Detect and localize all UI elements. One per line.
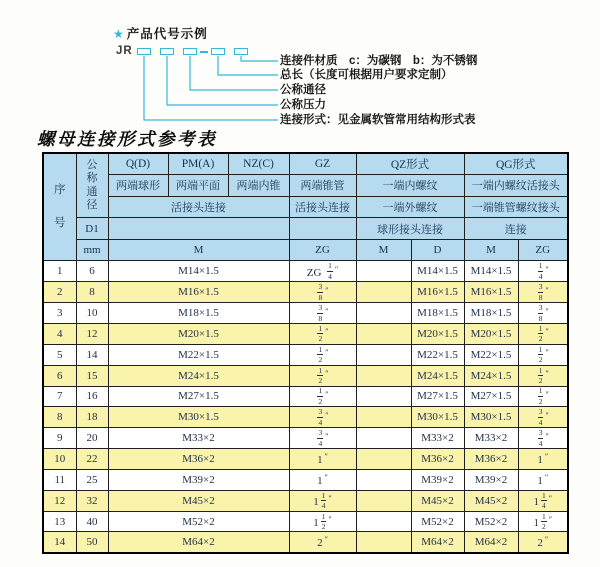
cell-qg-m: M24×1.5 <box>464 365 518 386</box>
cell-qz-d: M16×1.5 <box>411 282 464 303</box>
header-ext-thread-qz: 一端外螺纹 <box>356 196 464 218</box>
cell-dn: 12 <box>76 324 108 345</box>
cell-qg-zg: $\frac{3}{4}$ ″ <box>518 407 568 428</box>
cell-zg: $\frac{3}{8}$ ″ <box>289 282 356 303</box>
header-code-qg: QG形式 <box>464 153 568 175</box>
cell-m: M14×1.5 <box>108 261 289 282</box>
cell-zg: $\frac{1}{2}$ ″ <box>289 324 356 345</box>
cell-seq: 3 <box>43 303 76 324</box>
table-row <box>43 532 568 553</box>
label-nominal-pressure: 公称压力 <box>280 99 326 111</box>
cell-zg: $\frac{1}{2}$ ″ <box>289 344 356 365</box>
header-code-nzc: NZ(C) <box>228 153 289 175</box>
cell-m: M18×1.5 <box>108 303 289 324</box>
cell-dn: 6 <box>76 261 108 282</box>
cell-dn: 16 <box>76 386 108 407</box>
cell-zg: 1 ″ <box>289 449 356 470</box>
cell-seq: 6 <box>43 365 76 386</box>
header-mm: mm <box>76 239 108 261</box>
table-header <box>43 153 568 261</box>
table-row <box>43 324 568 345</box>
cell-seq: 8 <box>43 407 76 428</box>
cell-seq: 11 <box>43 469 76 490</box>
header-endtype-gz: 两端锥管 <box>289 175 356 197</box>
header-endtype-qg: 一端内螺纹活接头 <box>464 175 568 197</box>
cell-qg-m: M30×1.5 <box>464 407 518 428</box>
cell-dn: 25 <box>76 469 108 490</box>
cell-qz-d: M64×2 <box>411 532 464 553</box>
cell-seq: 5 <box>43 344 76 365</box>
table-row <box>43 282 568 303</box>
cell-dn: 32 <box>76 490 108 511</box>
cell-qz-d: M52×2 <box>411 511 464 532</box>
cell-qz-m <box>356 407 411 428</box>
cell-qg-m: M33×2 <box>464 428 518 449</box>
header-endtype-pma: 两端平面 <box>168 175 228 197</box>
table-title: 螺母连接形式参考表 <box>37 129 217 149</box>
cell-zg: ZG $\frac{1}{4}$ ″ <box>289 261 356 282</box>
cell-seq: 7 <box>43 386 76 407</box>
cell-qz-d: M45×2 <box>411 490 464 511</box>
table-row <box>43 428 568 449</box>
cell-m: M33×2 <box>108 428 289 449</box>
header-row-units <box>43 239 568 261</box>
code-prefix: JR <box>116 45 133 57</box>
header-d1-blank-qpn <box>108 218 289 240</box>
cell-qg-zg: $\frac{3}{4}$ ″ <box>518 428 568 449</box>
header-d1-blank-gz <box>289 218 356 240</box>
cell-qz-d: M27×1.5 <box>411 386 464 407</box>
cell-dn: 50 <box>76 532 108 553</box>
cell-qz-d: M36×2 <box>411 449 464 470</box>
cell-qz-m <box>356 324 411 345</box>
label-connection-form: 连接形式：见金属软管常用结构形式表 <box>280 114 476 126</box>
cell-qz-m <box>356 449 411 470</box>
header-ball-joint-qz: 球形接头连接 <box>356 218 464 240</box>
cell-qz-d: M22×1.5 <box>411 344 464 365</box>
cell-qz-d: M20×1.5 <box>411 324 464 345</box>
cell-qz-m <box>356 282 411 303</box>
cell-qg-m: M36×2 <box>464 449 518 470</box>
header-code-gz: GZ <box>289 153 356 175</box>
header-unit-qg-zg: ZG <box>518 239 568 261</box>
cell-qz-d: M24×1.5 <box>411 365 464 386</box>
header-unit-qz-d: D <box>411 239 464 261</box>
cell-qg-zg: $\frac{1}{2}$ ″ <box>518 365 568 386</box>
header-connect-qg: 连接 <box>464 218 568 240</box>
product-code-diagram <box>0 0 600 130</box>
table-row <box>43 386 568 407</box>
cell-zg: 1 $\frac{1}{4}$ ″ <box>289 490 356 511</box>
cell-m: M30×1.5 <box>108 407 289 428</box>
cell-dn: 15 <box>76 365 108 386</box>
header-unit-zg: ZG <box>289 239 356 261</box>
label-nominal-diameter: 公称通径 <box>280 84 326 96</box>
cell-seq: 4 <box>43 324 76 345</box>
cell-m: M64×2 <box>108 532 289 553</box>
header-d1: D1 <box>76 218 108 240</box>
table-row <box>43 449 568 470</box>
header-union-gz: 活接头连接 <box>289 196 356 218</box>
cell-zg: 1 $\frac{1}{2}$ ″ <box>289 511 356 532</box>
cell-qg-m: M39×2 <box>464 469 518 490</box>
cell-qg-zg: $\frac{1}{4}$ ″ <box>518 261 568 282</box>
cell-zg: 2 ″ <box>289 532 356 553</box>
cell-seq: 2 <box>43 282 76 303</box>
cell-seq: 12 <box>43 490 76 511</box>
cell-qz-m <box>356 344 411 365</box>
table-row <box>43 365 568 386</box>
diagram-heading-text: 产品代号示例 <box>126 27 208 41</box>
nut-connection-table <box>42 152 569 554</box>
header-code-qd: Q(D) <box>108 153 168 175</box>
table-row <box>43 511 568 532</box>
cell-qg-zg: $\frac{1}{2}$ ″ <box>518 324 568 345</box>
cell-qz-m <box>356 303 411 324</box>
cell-qg-m: M64×2 <box>464 532 518 553</box>
cell-qg-m: M45×2 <box>464 490 518 511</box>
cell-qg-zg: $\frac{3}{8}$ ″ <box>518 282 568 303</box>
cell-m: M27×1.5 <box>108 386 289 407</box>
cell-m: M39×2 <box>108 469 289 490</box>
cell-dn: 8 <box>76 282 108 303</box>
header-unit-m: M <box>108 239 289 261</box>
cell-m: M22×1.5 <box>108 344 289 365</box>
cell-qg-m: M18×1.5 <box>464 303 518 324</box>
cell-dn: 20 <box>76 428 108 449</box>
cell-qg-zg: 1 $\frac{1}{2}$ ″ <box>518 511 568 532</box>
cell-qz-m <box>356 261 411 282</box>
header-union-qpn: 活接头连接 <box>108 196 289 218</box>
cell-qz-m <box>356 511 411 532</box>
cell-zg: $\frac{1}{2}$ ″ <box>289 365 356 386</box>
cell-m: M45×2 <box>108 490 289 511</box>
table-body <box>43 261 568 553</box>
cell-qg-m: M52×2 <box>464 511 518 532</box>
header-endtype-qz: 一端内螺纹 <box>356 175 464 197</box>
cell-qg-zg: $\frac{1}{2}$ ″ <box>518 344 568 365</box>
cell-seq: 10 <box>43 449 76 470</box>
cell-qz-d: M18×1.5 <box>411 303 464 324</box>
table-row <box>43 344 568 365</box>
cell-seq: 9 <box>43 428 76 449</box>
header-endtype-qd: 两端球形 <box>108 175 168 197</box>
cell-qg-zg: 1 ″ <box>518 449 568 470</box>
cell-zg: $\frac{3}{8}$ ″ <box>289 303 356 324</box>
table-row <box>43 303 568 324</box>
cell-m: M16×1.5 <box>108 282 289 303</box>
cell-seq: 13 <box>43 511 76 532</box>
cell-dn: 10 <box>76 303 108 324</box>
header-row-connection <box>43 196 568 218</box>
cell-m: M24×1.5 <box>108 365 289 386</box>
cell-zg: $\frac{3}{4}$ ″ <box>289 407 356 428</box>
header-seq: 序号 <box>43 153 76 261</box>
star-icon: ★ <box>113 27 125 41</box>
cell-dn: 22 <box>76 449 108 470</box>
cell-qz-m <box>356 490 411 511</box>
cell-qz-m <box>356 532 411 553</box>
header-row-d1 <box>43 218 568 240</box>
cell-qz-m <box>356 365 411 386</box>
cell-zg: $\frac{3}{4}$ ″ <box>289 428 356 449</box>
cell-qg-zg: 2 ″ <box>518 532 568 553</box>
cell-qz-d: M14×1.5 <box>411 261 464 282</box>
cell-qg-zg: $\frac{1}{2}$ ″ <box>518 386 568 407</box>
header-taper-joint-qg: 一端锥管螺纹接头 <box>464 196 568 218</box>
cell-qg-zg: 1 ″ <box>518 469 568 490</box>
label-total-length: 总长（长度可根据用户要求定制） <box>280 69 453 81</box>
header-unit-qz-m: M <box>356 239 411 261</box>
cell-qg-m: M27×1.5 <box>464 386 518 407</box>
cell-qz-m <box>356 428 411 449</box>
cell-qg-zg: 1 $\frac{1}{4}$ ″ <box>518 490 568 511</box>
header-code-qz: QZ形式 <box>356 153 464 175</box>
cell-qg-m: M14×1.5 <box>464 261 518 282</box>
header-endtype-nzc: 两端内锥 <box>228 175 289 197</box>
cell-m: M52×2 <box>108 511 289 532</box>
cell-dn: 14 <box>76 344 108 365</box>
label-material: 连接件材质 c：为碳钢 b：为不锈钢 <box>280 55 478 67</box>
cell-seq: 14 <box>43 532 76 553</box>
table-row <box>43 261 568 282</box>
cell-qg-m: M20×1.5 <box>464 324 518 345</box>
cell-dn: 40 <box>76 511 108 532</box>
cell-m: M20×1.5 <box>108 324 289 345</box>
cell-zg: 1 ″ <box>289 469 356 490</box>
header-code-pma: PM(A) <box>168 153 228 175</box>
header-row-codes <box>43 153 568 175</box>
cell-qg-m: M16×1.5 <box>464 282 518 303</box>
cell-dn: 18 <box>76 407 108 428</box>
table-row <box>43 469 568 490</box>
cell-qz-d: M33×2 <box>411 428 464 449</box>
cell-m: M36×2 <box>108 449 289 470</box>
cell-qz-d: M39×2 <box>411 469 464 490</box>
cell-seq: 1 <box>43 261 76 282</box>
table-row <box>43 490 568 511</box>
header-unit-qg-m: M <box>464 239 518 261</box>
cell-qz-m <box>356 469 411 490</box>
cell-qg-m: M22×1.5 <box>464 344 518 365</box>
cell-qz-m <box>356 386 411 407</box>
cell-qg-zg: $\frac{3}{8}$ ″ <box>518 303 568 324</box>
table-row <box>43 407 568 428</box>
cell-qz-d: M30×1.5 <box>411 407 464 428</box>
cell-zg: $\frac{1}{2}$ ″ <box>289 386 356 407</box>
header-row-end-types <box>43 175 568 197</box>
header-nominal-diameter: 公称通径 <box>76 153 108 218</box>
